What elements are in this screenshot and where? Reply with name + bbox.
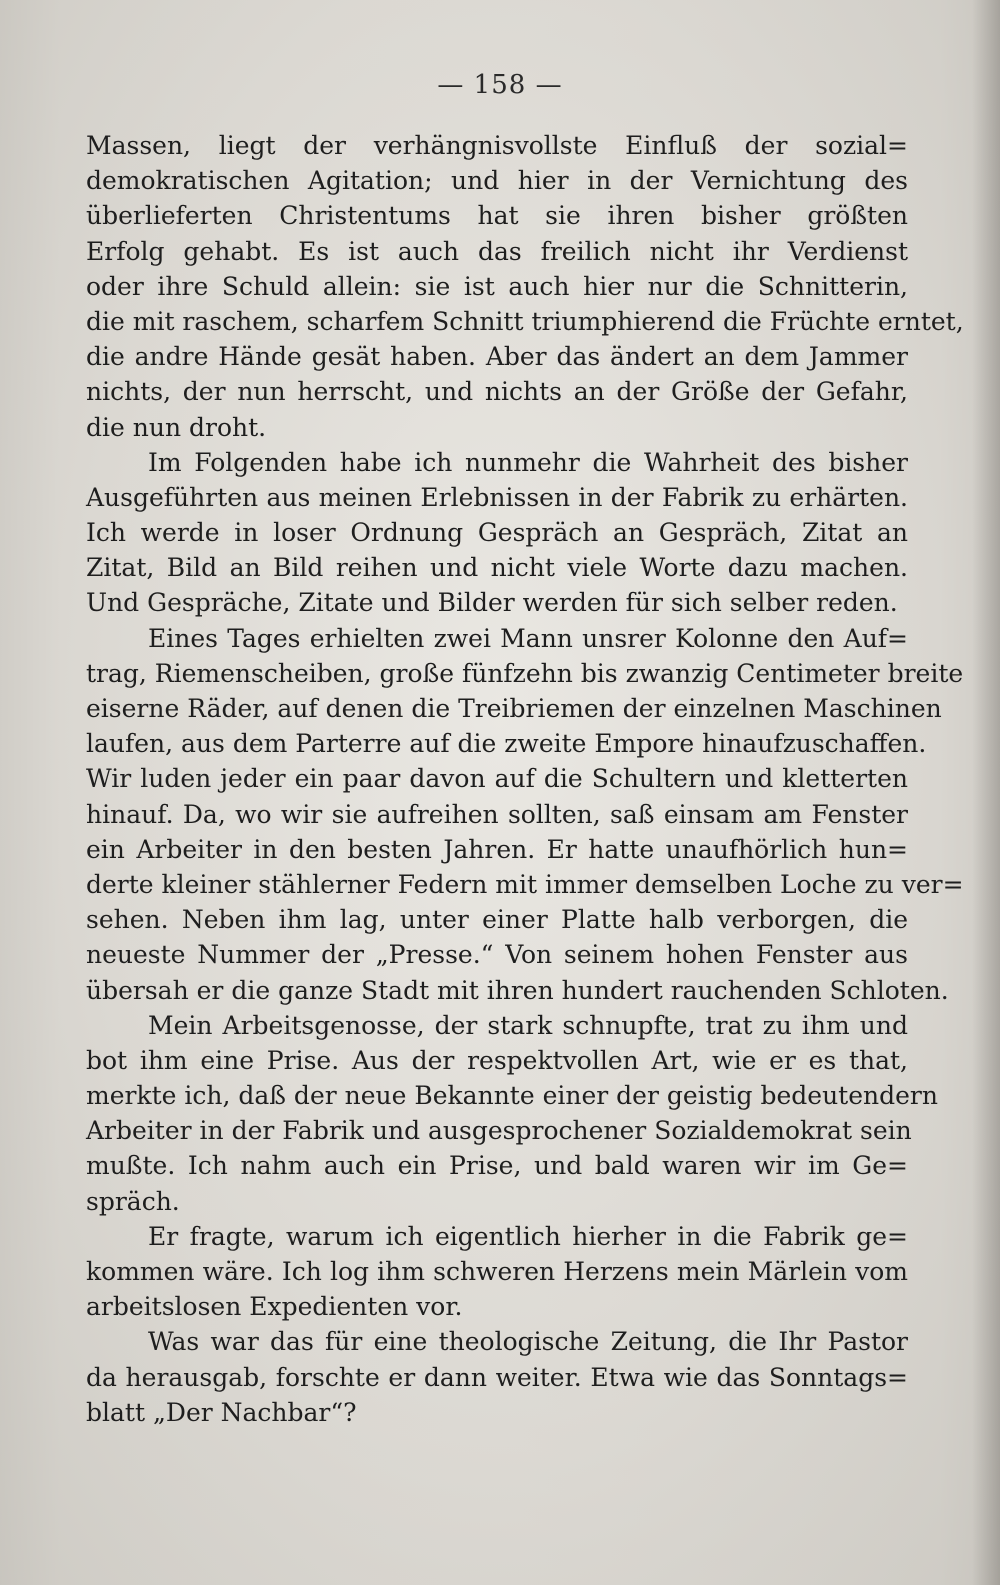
text-line: Massen, liegt der verhängnisvollste Einfluß der sozial=	[86, 131, 908, 160]
text-line: kommen wäre. Ich log ihm schweren Herzens mein Märlein vom	[86, 1257, 908, 1286]
text-line: Eines Tages erhielten zwei Mann unsrer Kolonne den Auf=	[148, 623, 908, 653]
text-line: bot ihm eine Prise. Aus der respektvollen Art, wie er es that,	[86, 1045, 908, 1075]
text-line: nichts, der nun herrscht, und nichts an der Größe der Gefahr,	[86, 377, 908, 407]
text-line: spräch.	[86, 1186, 180, 1216]
text-line: da herausgab, forschte er dann weiter. Etwa wie das Sonntags=	[86, 1362, 908, 1392]
text-line: Er fragte, warum ich eigentlich hierher in die Fabrik ge=	[148, 1221, 908, 1251]
text-line: Mein Arbeitsgenosse, der stark schnupfte, trat zu ihm und	[148, 1010, 908, 1040]
text-line: ein Arbeiter in den besten Jahren. Er hatte unaufhörlich hun=	[86, 834, 908, 864]
text-line: die mit raschem, scharfem Schnitt triumphierend die Früchte erntet,	[86, 306, 964, 336]
text-line: Was war das für eine theologische Zeitung, die Ihr Pastor	[148, 1327, 908, 1357]
text-line: Ausgeführten aus meinen Erlebnissen in der Fabrik zu erhärten.	[86, 482, 908, 512]
text-line: Ich werde in loser Ordnung Gespräch an Gespräch, Zitat an	[86, 518, 908, 548]
text-line: Und Gespräche, Zitate und Bilder werden für sich selber reden.	[86, 588, 898, 618]
text-line: demokratischen Agitation; und hier in der Vernichtung des	[86, 166, 908, 196]
text-line: arbeitslosen Expedienten vor.	[86, 1292, 463, 1322]
text-line: eiserne Räder, auf denen die Treibriemen der einzelnen Maschinen	[86, 694, 942, 723]
page-number: — 158 —	[437, 70, 563, 100]
text-line: die nun droht.	[86, 412, 267, 442]
text-line: Wir luden jeder ein paar davon auf die Schultern und kletterten	[86, 764, 908, 794]
text-line: die andre Hände gesät haben. Aber das ändert an dem Jammer	[86, 342, 908, 372]
text-line: Arbeiter in der Fabrik und ausgesprochener Sozialdemokrat sein	[86, 1116, 912, 1146]
text-line: hinauf. Da, wo wir sie aufreihen sollten, saß einsam am Fenster	[86, 799, 908, 829]
text-line: merkte ich, daß der neue Bekannte einer der geistig bedeutendern	[86, 1081, 938, 1111]
text-line: übersah er die ganze Stadt mit ihren hundert rauchenden Schloten.	[86, 975, 949, 1005]
text-line: derte kleiner stählerner Federn mit immer demselben Loche zu ver=	[86, 869, 964, 899]
text-line: überlieferten Christentums hat sie ihren bisher größten	[86, 201, 908, 231]
text-line: laufen, aus dem Parterre auf die zweite Empore hinaufzuschaffen.	[86, 729, 927, 759]
text-line: neueste Nummer der „Presse.“ Von seinem hohen Fenster aus	[86, 940, 908, 970]
text-line: trag, Riemenscheiben, große fünfzehn bis zwanzig Centimeter breite	[86, 658, 964, 688]
text-line: Im Folgenden habe ich nunmehr die Wahrheit des bisher	[148, 447, 908, 477]
text-line: blatt „Der Nachbar“?	[86, 1397, 357, 1427]
text-line: mußte. Ich nahm auch ein Prise, und bald waren wir im Ge=	[86, 1151, 908, 1181]
text-line: sehen. Neben ihm lag, unter einer Platte halb verborgen, die	[86, 905, 908, 935]
text-line: oder ihre Schuld allein: sie ist auch hier nur die Schnitterin,	[86, 271, 908, 301]
text-line: Erfolg gehabt. Es ist auch das freilich nicht ihr Verdienst	[86, 236, 908, 266]
text-line: Zitat, Bild an Bild reihen und nicht viele Worte dazu machen.	[86, 553, 908, 583]
body-text	[86, 128, 964, 1430]
page-edge-shadow	[972, 0, 1000, 1585]
